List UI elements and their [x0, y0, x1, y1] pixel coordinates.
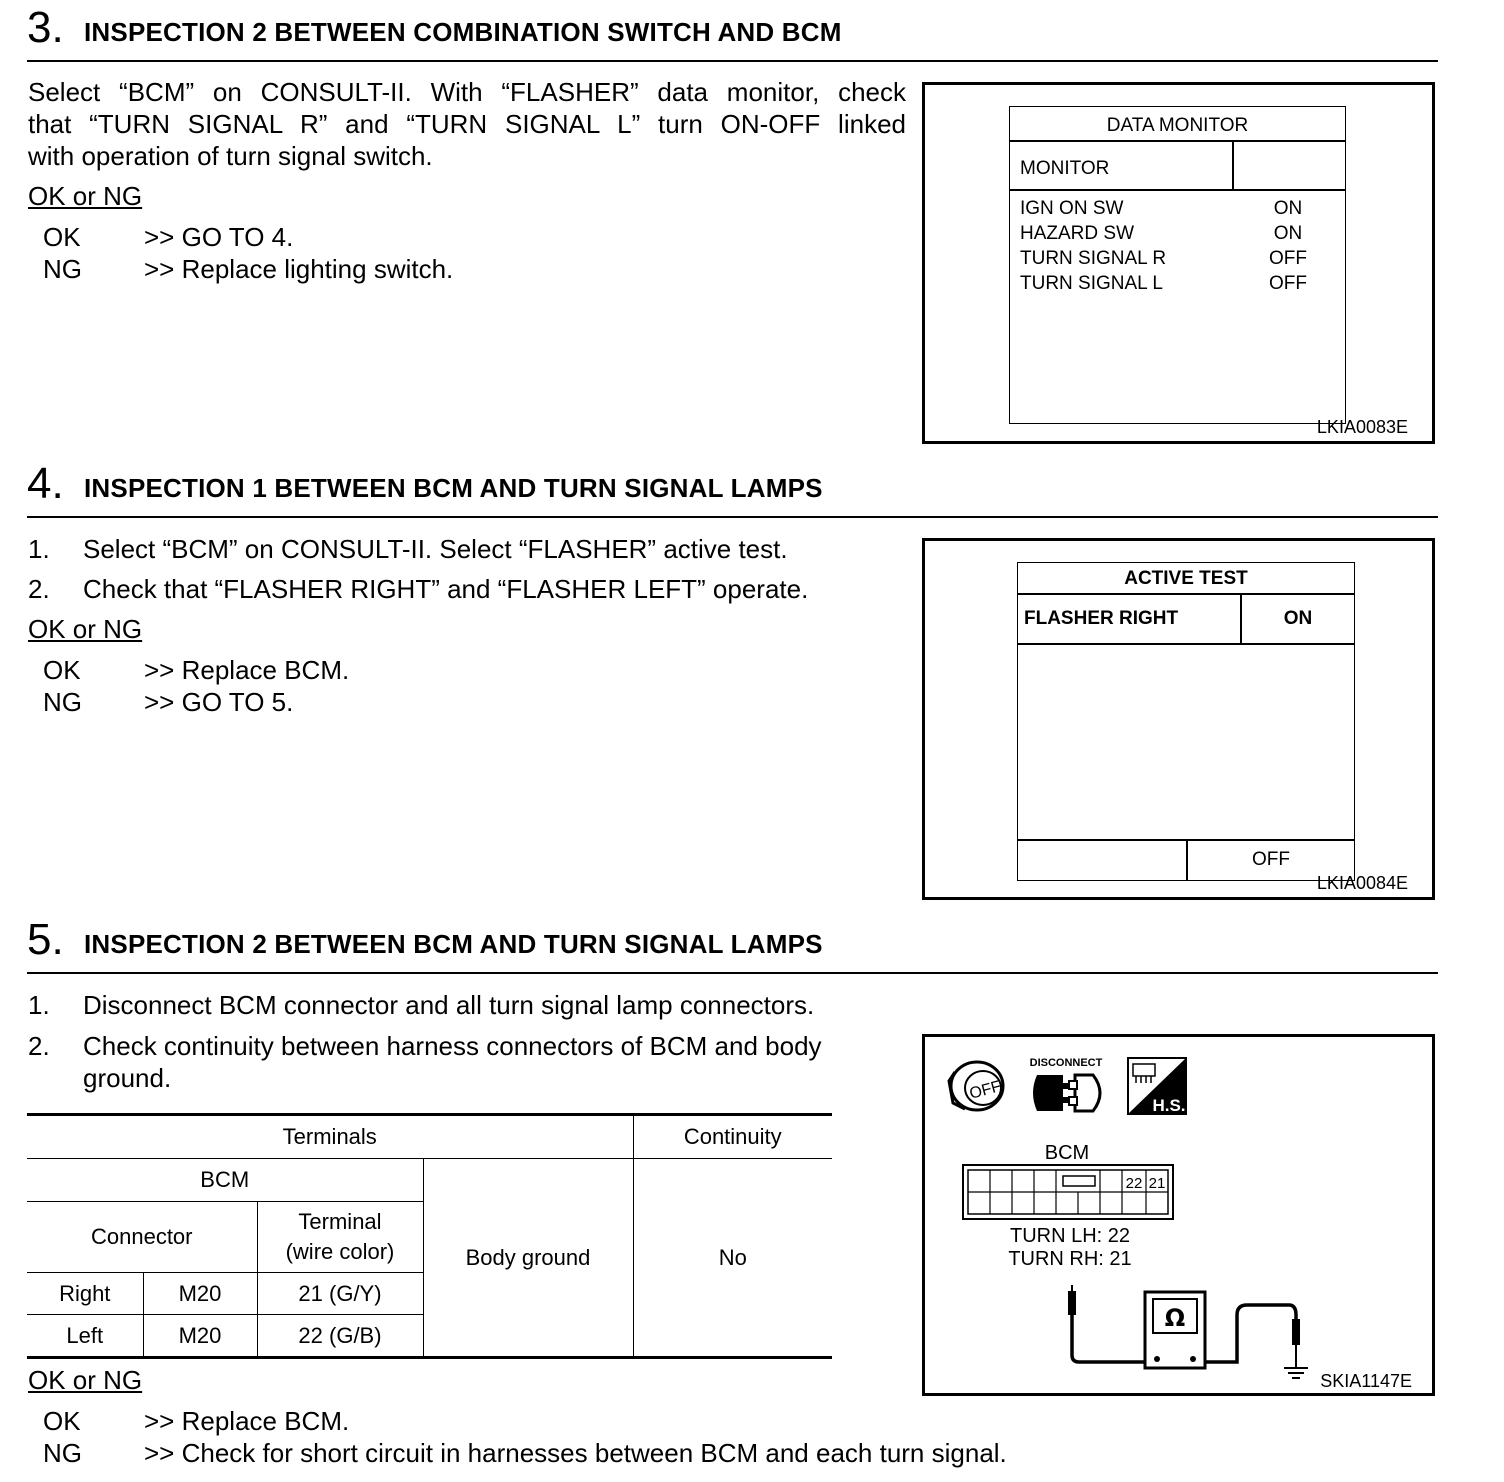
section-3-number: 3. [27, 3, 64, 52]
active-test-figure [922, 538, 1435, 900]
table-cell: M20 [143, 1273, 257, 1315]
monitor-item-value: OFF [1269, 273, 1307, 294]
section-3-instructions [28, 76, 906, 172]
figure-code: LKIA0084E [1316, 873, 1408, 893]
turn-lh-label: TURN LH: 22 [1009, 1225, 1131, 1247]
result-key: NG [43, 687, 82, 717]
step-text: Select “BCM” on CONSULT-II. Select “FLASHER” active test. [83, 534, 788, 564]
instruction-line: that “TURN SIGNAL R” and “TURN SIGNAL L” turn ON-OFF linked [28, 109, 906, 139]
step-text-continued: ground. [83, 1063, 172, 1093]
table-cell: 22 (G/B) [257, 1315, 423, 1358]
section-3-title: INSPECTION 2 BETWEEN COMBINATION SWITCH AND BCM [84, 17, 842, 47]
result-action: >> GO TO 4. [144, 222, 294, 252]
continuity-value: No [718, 1244, 747, 1270]
table-cell: Left [27, 1315, 143, 1358]
screen-divider [1018, 593, 1354, 595]
step-text: Check continuity between harness connectors of BCM and body [83, 1031, 822, 1061]
bcm-connector-label: BCM [1044, 1142, 1090, 1164]
data-monitor-header: DATA MONITOR [1106, 115, 1249, 136]
active-test-header: ACTIVE TEST [1124, 568, 1248, 589]
harness-side-icon [1128, 1058, 1186, 1115]
table-cell: M20 [143, 1315, 257, 1358]
section-5-divider [27, 972, 1438, 974]
screen-divider [1018, 643, 1354, 645]
table-cell: Right [27, 1273, 143, 1315]
active-test-screen [1017, 562, 1355, 881]
instruction-line: with operation of turn signal switch. [28, 141, 433, 171]
ohmmeter-icon [1145, 1292, 1205, 1368]
step-text: Check that “FLASHER RIGHT” and “FLASHER LEFT” operate. [83, 574, 809, 604]
bcm-header: BCM [27, 1159, 423, 1202]
data-monitor-figure [922, 82, 1435, 444]
monitor-item-value: ON [1273, 198, 1303, 219]
terminal-header [257, 1202, 423, 1273]
section-3-ok-ng-label: OK or NG [28, 181, 143, 211]
monitor-item-value: ON [1273, 223, 1303, 244]
figure-code: SKIA1147E [1320, 1371, 1412, 1391]
pin-21-label: 21 [1148, 1175, 1166, 1192]
terminals-header: Terminals [27, 1115, 633, 1159]
section-4-number: 4. [27, 459, 64, 508]
screen-divider [1232, 140, 1234, 189]
table-cell: 21 (G/Y) [257, 1273, 423, 1315]
hs-label: H.S. [1152, 1096, 1186, 1115]
monitor-item-name: TURN SIGNAL L [1020, 273, 1163, 294]
result-action: >> Replace BCM. [144, 1406, 350, 1436]
connector-header: Connector [27, 1202, 257, 1273]
result-action: >> Replace lighting switch. [144, 254, 454, 284]
body-ground-cell: Body ground [423, 1159, 633, 1358]
result-action: >> Replace BCM. [144, 655, 350, 685]
terminal-header-line: (wire color) [285, 1239, 395, 1264]
monitor-item-name: HAZARD SW [1020, 223, 1134, 244]
continuity-table [27, 1113, 832, 1359]
section-5-ok-ng-label: OK or NG [28, 1365, 143, 1395]
step-text: Disconnect BCM connector and all turn signal lamp connectors. [83, 990, 815, 1020]
monitor-label: MONITOR [1020, 158, 1110, 179]
ohm-symbol: Ω [1164, 1304, 1186, 1332]
result-key: OK [43, 655, 81, 685]
pin-22-label: 22 [1125, 1175, 1143, 1192]
step-number: 1. [28, 534, 50, 564]
result-key: NG [43, 254, 82, 284]
section-4-ok-ng-label: OK or NG [28, 614, 143, 644]
continuity-diagram [925, 1037, 1432, 1393]
result-key: NG [43, 1438, 82, 1468]
ground-icon [1284, 1368, 1308, 1378]
active-test-value: ON [1283, 608, 1313, 629]
section-3-divider [27, 60, 1438, 62]
terminal-header-line: Terminal [298, 1209, 382, 1234]
step-number: 2. [28, 1031, 50, 1061]
screen-divider [1010, 189, 1345, 191]
disconnect-icon [1030, 1057, 1103, 1111]
instruction-line: Select “BCM” on CONSULT-II. With “FLASHER” data monitor, check [28, 77, 906, 107]
figure-code: LKIA0083E [1316, 417, 1408, 437]
screen-divider [1010, 140, 1345, 142]
result-key: OK [43, 1406, 81, 1436]
ignition-off-icon [949, 1062, 1003, 1110]
turn-rh-label: TURN RH: 21 [1008, 1248, 1132, 1270]
data-monitor-screen [1009, 106, 1346, 424]
monitor-item-value: OFF [1269, 248, 1307, 269]
continuity-header: Continuity [683, 1124, 782, 1149]
result-action: >> GO TO 5. [144, 687, 294, 717]
step-number: 1. [28, 990, 50, 1020]
section-5-title: INSPECTION 2 BETWEEN BCM AND TURN SIGNAL LAMPS [84, 929, 823, 959]
monitor-item-name: IGN ON SW [1020, 198, 1124, 219]
monitor-item-name: TURN SIGNAL R [1020, 248, 1167, 269]
active-test-item: FLASHER RIGHT [1024, 608, 1179, 629]
section-4-title: INSPECTION 1 BETWEEN BCM AND TURN SIGNAL LAMPS [84, 473, 823, 503]
result-key: OK [43, 222, 81, 252]
result-action: >> Check for short circuit in harnesses between BCM and each turn signal. [144, 1438, 1007, 1468]
section-5-number: 5. [27, 915, 64, 964]
section-4-divider [27, 516, 1438, 518]
off-icon-label: OFF [967, 1078, 1004, 1103]
continuity-figure [922, 1034, 1435, 1396]
bcm-connector-icon [963, 1165, 1173, 1219]
step-number: 2. [28, 574, 50, 604]
off-button: OFF [1252, 849, 1290, 870]
disconnect-label: DISCONNECT [1029, 1057, 1103, 1069]
